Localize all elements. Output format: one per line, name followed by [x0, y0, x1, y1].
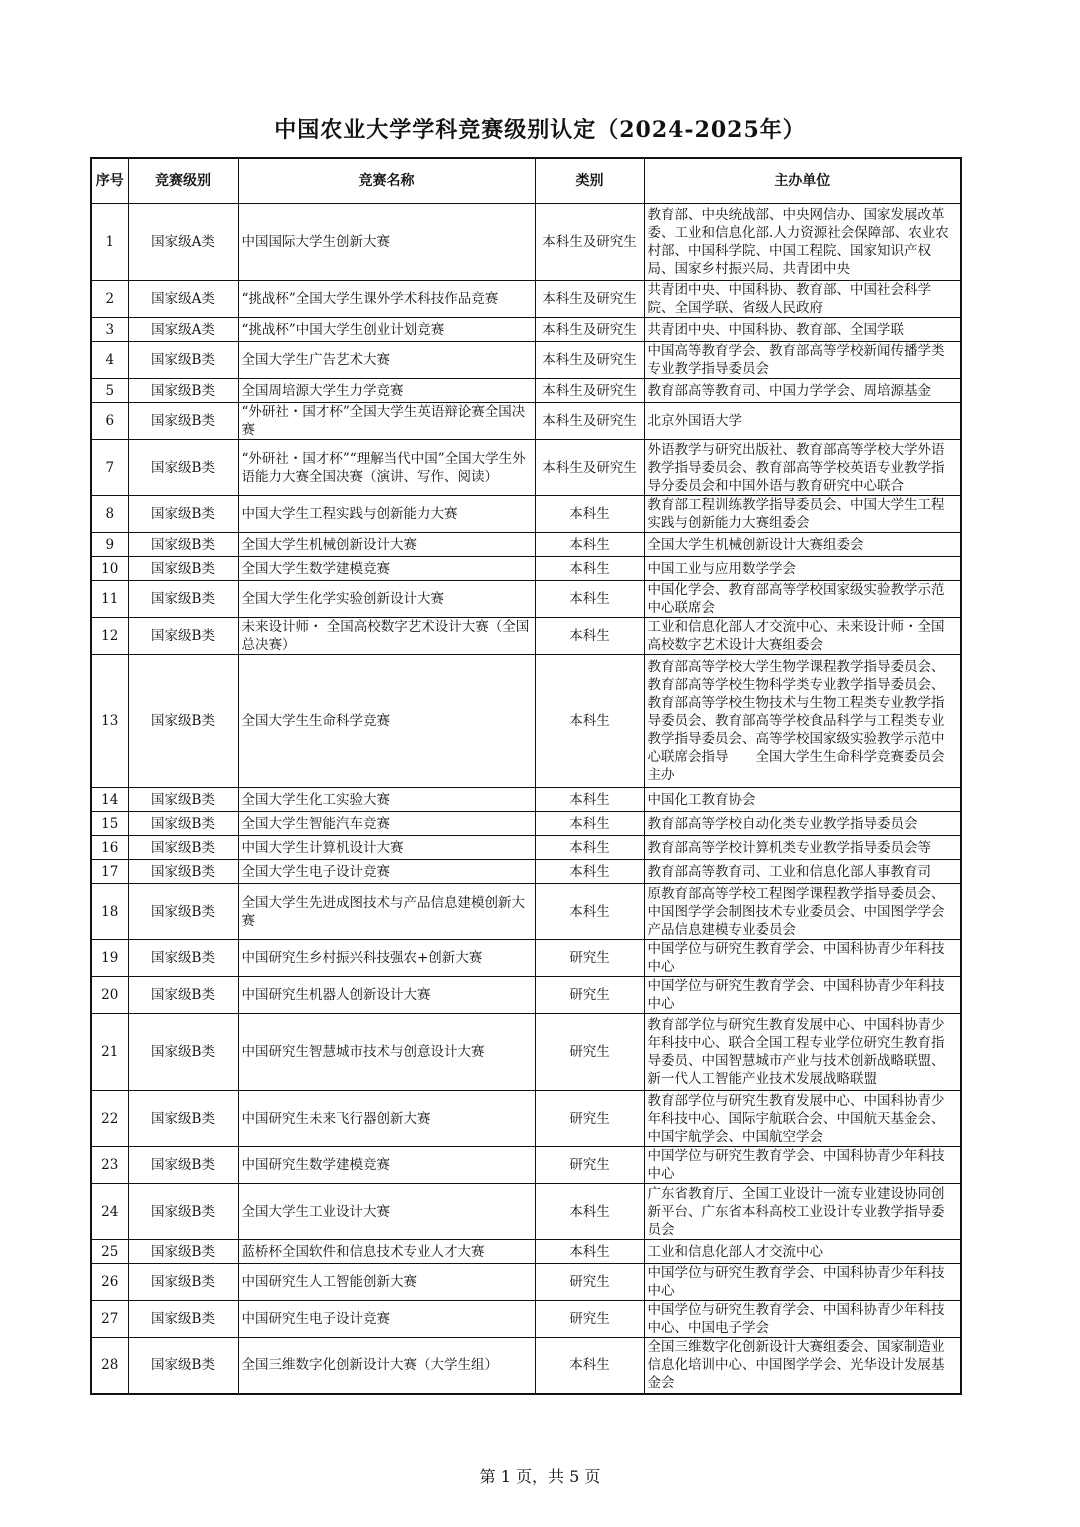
table-row — [91, 581, 961, 618]
cell-organizer: 教育部高等学校自动化类专业教学指导委员会 — [644, 812, 961, 836]
cell-name: “外研社・国才杯”“理解当代中国”全国大学生外语能力大赛全国决赛（演讲、写作、阅读） — [238, 440, 535, 496]
table-row — [91, 1091, 961, 1147]
cell-category: 研究生 — [535, 1014, 644, 1091]
cell-level: 国家级B类 — [128, 1091, 238, 1147]
cell-category: 本科生 — [535, 1338, 644, 1394]
cell-organizer: 中国高等教育学会、教育部高等学校新闻传播学类专业教学指导委员会 — [644, 342, 961, 379]
cell-organizer: 中国化学会、教育部高等学校国家级实验教学示范中心联席会 — [644, 581, 961, 618]
cell-organizer: 教育部学位与研究生教育发展中心、中国科协青少年科技中心、联合全国工程专业学位研究生教育指导委员、中国智慧城市产业与技术创新战略联盟、新一代人工智能产业技术发展战略联盟 — [644, 1014, 961, 1091]
cell-level: 国家级B类 — [128, 884, 238, 940]
cell-index: 21 — [91, 1014, 128, 1091]
cell-index: 1 — [91, 204, 128, 281]
table-row — [91, 379, 961, 403]
cell-category: 本科生及研究生 — [535, 281, 644, 318]
table-row — [91, 440, 961, 496]
cell-name: 中国研究生智慧城市技术与创意设计大赛 — [238, 1014, 535, 1091]
cell-category: 研究生 — [535, 1301, 644, 1338]
table-row — [91, 812, 961, 836]
cell-index: 14 — [91, 788, 128, 812]
cell-level: 国家级B类 — [128, 379, 238, 403]
table-row — [91, 618, 961, 655]
cell-category: 研究生 — [535, 1091, 644, 1147]
cell-index: 23 — [91, 1147, 128, 1184]
cell-level: 国家级A类 — [128, 281, 238, 318]
cell-index: 17 — [91, 860, 128, 884]
cell-index: 11 — [91, 581, 128, 618]
cell-level: 国家级B类 — [128, 1301, 238, 1338]
cell-index: 12 — [91, 618, 128, 655]
header-name: 竞赛名称 — [238, 158, 535, 204]
cell-category: 本科生及研究生 — [535, 440, 644, 496]
cell-category: 本科生 — [535, 533, 644, 557]
cell-level: 国家级B类 — [128, 403, 238, 440]
cell-category: 本科生 — [535, 496, 644, 533]
cell-level: 国家级B类 — [128, 533, 238, 557]
cell-index: 25 — [91, 1240, 128, 1264]
cell-organizer: 教育部高等学校大学生物学课程教学指导委员会、教育部高等学校生物科学类专业教学指导委员会、教育部高等学校生物技术与生物工程类专业教学指导委员会、教育部高等学校食品科学与工程类专业教学指导委员会、高等学校国家级实验教学示范中心联席会指导 全国大学生生命科学竞赛委员会主办 — [644, 655, 961, 788]
cell-category: 本科生 — [535, 557, 644, 581]
cell-index: 8 — [91, 496, 128, 533]
table-row — [91, 342, 961, 379]
cell-index: 9 — [91, 533, 128, 557]
cell-name: 未来设计师・ 全国高校数字艺术设计大赛（全国总决赛） — [238, 618, 535, 655]
cell-category: 本科生及研究生 — [535, 318, 644, 342]
cell-index: 13 — [91, 655, 128, 788]
cell-name: 全国三维数字化创新设计大赛（大学生组） — [238, 1338, 535, 1394]
cell-name: 全国大学生化学实验创新设计大赛 — [238, 581, 535, 618]
cell-category: 本科生及研究生 — [535, 342, 644, 379]
cell-level: 国家级B类 — [128, 581, 238, 618]
table-row — [91, 496, 961, 533]
cell-level: 国家级B类 — [128, 977, 238, 1014]
table-row — [91, 281, 961, 318]
cell-organizer: 原教育部高等学校工程图学课程教学指导委员会、中国图学学会制图技术专业委员会、中国图学学会产品信息建模专业委员会 — [644, 884, 961, 940]
cell-category: 本科生 — [535, 836, 644, 860]
cell-name: 全国周培源大学生力学竞赛 — [238, 379, 535, 403]
cell-name: 中国研究生数学建模竞赛 — [238, 1147, 535, 1184]
page-footer: 第 1 页，共 5 页 — [479, 1467, 601, 1486]
cell-name: 全国大学生生命科学竞赛 — [238, 655, 535, 788]
cell-index: 2 — [91, 281, 128, 318]
cell-category: 本科生 — [535, 655, 644, 788]
cell-name: 中国研究生未来飞行器创新大赛 — [238, 1091, 535, 1147]
cell-category: 本科生及研究生 — [535, 379, 644, 403]
table-row — [91, 836, 961, 860]
header-organizer: 主办单位 — [644, 158, 961, 204]
cell-category: 本科生 — [535, 788, 644, 812]
cell-category: 本科生 — [535, 1184, 644, 1240]
cell-name: 全国大学生智能汽车竞赛 — [238, 812, 535, 836]
cell-index: 5 — [91, 379, 128, 403]
cell-index: 15 — [91, 812, 128, 836]
cell-index: 16 — [91, 836, 128, 860]
cell-name: 中国研究生乡村振兴科技强农+创新大赛 — [238, 940, 535, 977]
cell-organizer: 中国工业与应用数学学会 — [644, 557, 961, 581]
cell-level: 国家级B类 — [128, 618, 238, 655]
cell-organizer: 教育部高等教育司、工业和信息化部人事教育司 — [644, 860, 961, 884]
cell-organizer: 中国学位与研究生教育学会、中国科协青少年科技中心、中国电子学会 — [644, 1301, 961, 1338]
cell-name: “挑战杯”全国大学生课外学术科技作品竞赛 — [238, 281, 535, 318]
page-title: 中国农业大学学科竞赛级别认定（2024-2025年） — [274, 117, 806, 143]
cell-index: 28 — [91, 1338, 128, 1394]
cell-organizer: 教育部高等学校计算机类专业教学指导委员会等 — [644, 836, 961, 860]
cell-category: 研究生 — [535, 1264, 644, 1301]
cell-organizer: 中国学位与研究生教育学会、中国科协青少年科技中心 — [644, 1264, 961, 1301]
header-category: 类别 — [535, 158, 644, 204]
cell-level: 国家级B类 — [128, 812, 238, 836]
cell-index: 19 — [91, 940, 128, 977]
cell-name: 全国大学生工业设计大赛 — [238, 1184, 535, 1240]
cell-name: 中国大学生计算机设计大赛 — [238, 836, 535, 860]
cell-organizer: 广东省教育厅、全国工业设计一流专业建设协同创新平台、广东省本科高校工业设计专业教学指导委员会 — [644, 1184, 961, 1240]
cell-category: 本科生 — [535, 860, 644, 884]
cell-name: 中国研究生电子设计竞赛 — [238, 1301, 535, 1338]
table-row — [91, 860, 961, 884]
cell-level: 国家级B类 — [128, 940, 238, 977]
cell-level: 国家级B类 — [128, 836, 238, 860]
cell-organizer: 外语教学与研究出版社、教育部高等学校大学外语教学指导委员会、教育部高等学校英语专业教学指导分委员会和中国外语与教育研究中心联合 — [644, 440, 961, 496]
table-row — [91, 318, 961, 342]
cell-level: 国家级B类 — [128, 1240, 238, 1264]
cell-category: 本科生 — [535, 1240, 644, 1264]
cell-organizer: 北京外国语大学 — [644, 403, 961, 440]
cell-category: 研究生 — [535, 940, 644, 977]
cell-name: “外研社・国才杯”全国大学生英语辩论赛全国决赛 — [238, 403, 535, 440]
cell-name: 全国大学生数学建模竞赛 — [238, 557, 535, 581]
cell-level: 国家级A类 — [128, 204, 238, 281]
cell-level: 国家级B类 — [128, 496, 238, 533]
cell-name: 蓝桥杯全国软件和信息技术专业人才大赛 — [238, 1240, 535, 1264]
table-row — [91, 1147, 961, 1184]
cell-level: 国家级B类 — [128, 1264, 238, 1301]
table-row — [91, 533, 961, 557]
cell-level: 国家级B类 — [128, 342, 238, 379]
cell-organizer: 教育部学位与研究生教育发展中心、中国科协青少年科技中心、国际宇航联合会、中国航天基金会、中国宇航学会、中国航空学会 — [644, 1091, 961, 1147]
cell-name: 中国研究生人工智能创新大赛 — [238, 1264, 535, 1301]
cell-organizer: 中国学位与研究生教育学会、中国科协青少年科技中心 — [644, 940, 961, 977]
cell-level: 国家级B类 — [128, 1184, 238, 1240]
cell-category: 本科生及研究生 — [535, 204, 644, 281]
cell-organizer: 共青团中央、中国科协、教育部、中国社会科学院、全国学联、省级人民政府 — [644, 281, 961, 318]
header-index: 序号 — [91, 158, 128, 204]
cell-organizer: 教育部工程训练教学指导委员会、中国大学生工程实践与创新能力大赛组委会 — [644, 496, 961, 533]
cell-category: 本科生 — [535, 618, 644, 655]
cell-level: 国家级B类 — [128, 1014, 238, 1091]
table-row — [91, 403, 961, 440]
cell-level: 国家级B类 — [128, 1147, 238, 1184]
cell-category: 本科生 — [535, 884, 644, 940]
cell-index: 20 — [91, 977, 128, 1014]
cell-index: 27 — [91, 1301, 128, 1338]
cell-organizer: 中国化工教育协会 — [644, 788, 961, 812]
cell-name: 中国国际大学生创新大赛 — [238, 204, 535, 281]
table-row — [91, 940, 961, 977]
competition-table — [90, 157, 962, 1395]
cell-index: 4 — [91, 342, 128, 379]
table-row — [91, 884, 961, 940]
cell-index: 3 — [91, 318, 128, 342]
cell-index: 26 — [91, 1264, 128, 1301]
table-row — [91, 1338, 961, 1394]
cell-category: 研究生 — [535, 1147, 644, 1184]
header-level: 竞赛级别 — [128, 158, 238, 204]
cell-name: 全国大学生机械创新设计大赛 — [238, 533, 535, 557]
cell-organizer: 共青团中央、中国科协、教育部、全国学联 — [644, 318, 961, 342]
cell-organizer: 教育部、中央统战部、中央网信办、国家发展改革委、工业和信息化部.人力资源社会保障部、农业农村部、中国科学院、中国工程院、国家知识产权局、国家乡村振兴局、共青团中央 — [644, 204, 961, 281]
cell-organizer: 中国学位与研究生教育学会、中国科协青少年科技中心 — [644, 977, 961, 1014]
cell-level: 国家级B类 — [128, 655, 238, 788]
table-row — [91, 655, 961, 788]
table-row — [91, 1301, 961, 1338]
table-row — [91, 1264, 961, 1301]
cell-organizer: 全国三维数字化创新设计大赛组委会、国家制造业信息化培训中心、中国图学学会、光华设计发展基金会 — [644, 1338, 961, 1394]
cell-name: 全国大学生化工实验大赛 — [238, 788, 535, 812]
cell-index: 7 — [91, 440, 128, 496]
cell-name: 全国大学生广告艺术大赛 — [238, 342, 535, 379]
cell-index: 6 — [91, 403, 128, 440]
cell-organizer: 工业和信息化部人才交流中心、未来设计师・全国高校数字艺术设计大赛组委会 — [644, 618, 961, 655]
cell-name: 中国大学生工程实践与创新能力大赛 — [238, 496, 535, 533]
cell-level: 国家级B类 — [128, 860, 238, 884]
cell-organizer: 工业和信息化部人才交流中心 — [644, 1240, 961, 1264]
table-row — [91, 977, 961, 1014]
cell-category: 本科生 — [535, 581, 644, 618]
table-header-row — [91, 158, 961, 204]
cell-category: 研究生 — [535, 977, 644, 1014]
table-row — [91, 1240, 961, 1264]
table-row — [91, 204, 961, 281]
cell-name: “挑战杯”中国大学生创业计划竞赛 — [238, 318, 535, 342]
table-row — [91, 1014, 961, 1091]
table-row — [91, 557, 961, 581]
cell-level: 国家级B类 — [128, 788, 238, 812]
table-row — [91, 788, 961, 812]
cell-level: 国家级B类 — [128, 440, 238, 496]
cell-index: 10 — [91, 557, 128, 581]
cell-index: 18 — [91, 884, 128, 940]
cell-name: 全国大学生先进成图技术与产品信息建模创新大赛 — [238, 884, 535, 940]
cell-index: 24 — [91, 1184, 128, 1240]
cell-index: 22 — [91, 1091, 128, 1147]
cell-organizer: 全国大学生机械创新设计大赛组委会 — [644, 533, 961, 557]
cell-level: 国家级A类 — [128, 318, 238, 342]
cell-level: 国家级B类 — [128, 557, 238, 581]
cell-category: 本科生及研究生 — [535, 403, 644, 440]
cell-name: 全国大学生电子设计竞赛 — [238, 860, 535, 884]
table-row — [91, 1184, 961, 1240]
cell-organizer: 中国学位与研究生教育学会、中国科协青少年科技中心 — [644, 1147, 961, 1184]
cell-level: 国家级B类 — [128, 1338, 238, 1394]
cell-name: 中国研究生机器人创新设计大赛 — [238, 977, 535, 1014]
cell-organizer: 教育部高等教育司、中国力学学会、周培源基金 — [644, 379, 961, 403]
cell-category: 本科生 — [535, 812, 644, 836]
